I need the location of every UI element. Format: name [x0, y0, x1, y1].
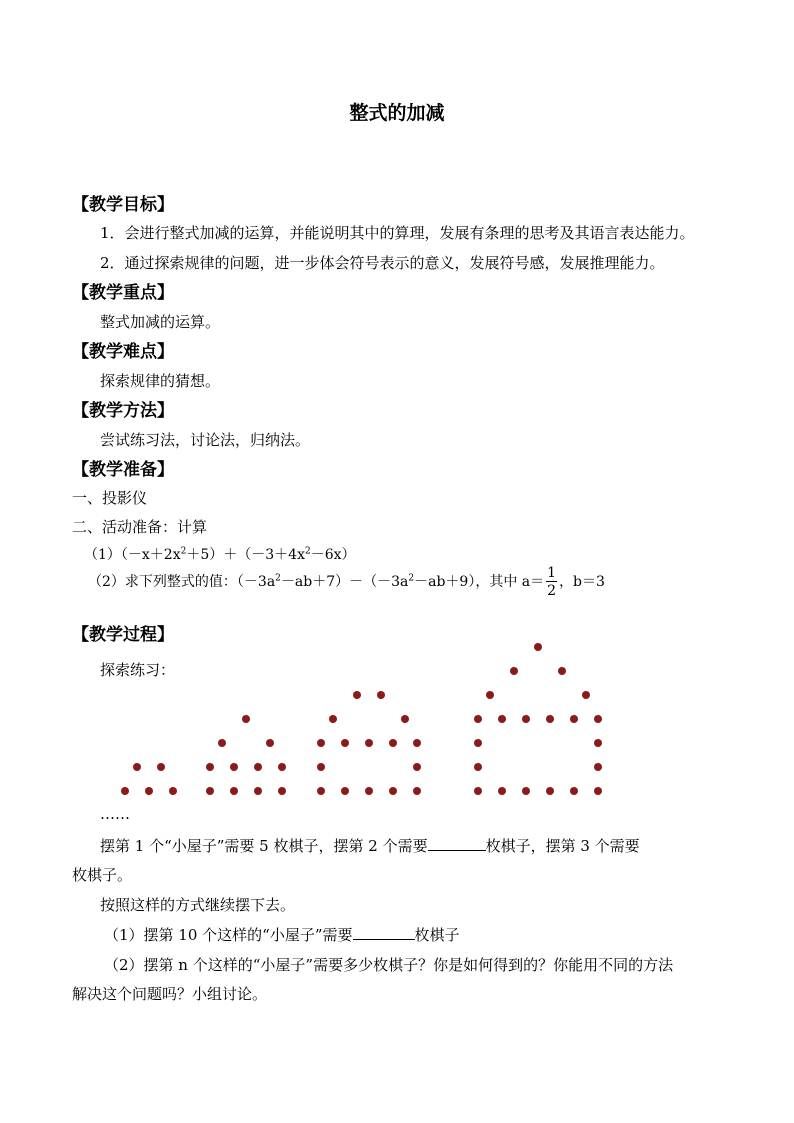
- chess-piece-dot: [546, 787, 554, 795]
- house-4: [474, 643, 602, 795]
- chess-piece-dot: [169, 787, 177, 795]
- methods-text: 尝试练习法，讨论法，归纳法。: [100, 431, 311, 449]
- chess-piece-dot: [266, 739, 274, 747]
- chess-piece-dot: [353, 691, 361, 699]
- chess-piece-dot: [317, 787, 325, 795]
- paragraph-2: 按照这样的方式继续摆下去。: [100, 896, 296, 914]
- chess-piece-dot: [474, 739, 482, 747]
- question-2-line-1: （2）摆第 n 个这样的“小屋子”需要多少枚棋子？你是如何得到的？你能用不同的方法: [104, 956, 674, 974]
- objective-item-2: 2．通过探索规律的问题，进一步体会符号表示的意义，发展符号感，发展推理能力。: [100, 254, 665, 272]
- chess-piece-dot: [474, 715, 482, 723]
- chess-piece-dot: [278, 763, 286, 771]
- chess-piece-dot: [218, 739, 226, 747]
- chess-piece-dot: [594, 715, 602, 723]
- chess-piece-dot: [498, 787, 506, 795]
- chess-piece-dot: [534, 643, 542, 651]
- key-points-heading: 【教学重点】: [72, 283, 174, 303]
- question-2-line-2: 解决这个问题吗？小组讨论。: [72, 985, 268, 1003]
- chess-piece-dot: [486, 691, 494, 699]
- chess-piece-dot: [317, 763, 325, 771]
- chess-piece-dot: [365, 739, 373, 747]
- chess-piece-dot: [570, 715, 578, 723]
- process-heading: 【教学过程】: [72, 625, 174, 645]
- calculation-2: （2）求下列整式的值：$(-3a^2-ab+7)-(-3a^2-ab+9)$，其中 a＝ $\frac{1}{2}$ ，b＝3: [88, 565, 605, 599]
- chess-piece-dot: [121, 787, 129, 795]
- chess-piece-dot: [242, 715, 250, 723]
- key-points-text: 整式加减的运算。: [100, 313, 221, 331]
- chess-piece-dot: [570, 787, 578, 795]
- question-1: （1）摆第 10 个这样的“小屋子”需要 枚棋子: [104, 926, 460, 944]
- methods-heading: 【教学方法】: [72, 401, 174, 421]
- chess-piece-dot: [341, 787, 349, 795]
- chess-piece-dot: [522, 715, 530, 723]
- chess-piece-dot: [522, 787, 530, 795]
- chess-piece-dot: [413, 739, 421, 747]
- paragraph-1-line-1: 摆第 1 个“小屋子”需要 5 枚棋子，摆第 2 个需要 枚棋子，摆第 3 个需要: [100, 837, 640, 855]
- chess-piece-dot: [377, 691, 385, 699]
- chess-piece-dot: [329, 715, 337, 723]
- difficulties-text: 探索规律的猜想。: [100, 372, 221, 390]
- chess-piece-dot: [594, 763, 602, 771]
- chess-piece-dot: [582, 691, 590, 699]
- chess-piece-dot: [341, 739, 349, 747]
- chess-piece-dot: [206, 763, 214, 771]
- chess-piece-dot: [413, 787, 421, 795]
- chess-piece-dot: [546, 715, 554, 723]
- chess-piece-dot: [474, 763, 482, 771]
- objective-item-1: 1．会进行整式加减的运算，并能说明其中的算理，发展有条理的思考及其语言表达能力。: [100, 224, 695, 242]
- calculation-1: $(1)(-x+2x^2+5)+(-3+4x^2-6x)$: [84, 546, 356, 563]
- answer-blank-2[interactable]: [428, 836, 486, 851]
- chess-piece-dot: [510, 667, 518, 675]
- chess-piece-dot: [278, 787, 286, 795]
- chess-piece-dot: [133, 763, 141, 771]
- chess-piece-dot: [594, 787, 602, 795]
- house-3: [317, 691, 421, 795]
- chess-piece-dot: [254, 787, 262, 795]
- ellipsis: ……: [100, 805, 130, 823]
- chess-piece-dot: [206, 787, 214, 795]
- chess-piece-dot: [317, 739, 325, 747]
- chess-piece-dot: [474, 787, 482, 795]
- house-1: [121, 763, 177, 795]
- chess-piece-dot: [498, 715, 506, 723]
- objectives-heading: 【教学目标】: [72, 195, 174, 215]
- difficulties-heading: 【教学难点】: [72, 342, 174, 362]
- chess-piece-dot: [230, 787, 238, 795]
- chess-piece-dot: [401, 715, 409, 723]
- fraction-one-half: $\frac{1}{2}$: [547, 565, 557, 599]
- explore-label: 探索练习：: [100, 661, 176, 679]
- chess-piece-dot: [157, 763, 165, 771]
- preparation-item-2: 二、活动准备：计算: [72, 518, 208, 536]
- chess-piece-dot: [254, 763, 262, 771]
- chess-piece-dot: [365, 787, 373, 795]
- preparation-item-1: 一、投影仪: [72, 489, 148, 507]
- preparation-heading: 【教学准备】: [72, 460, 174, 480]
- chess-piece-dot: [389, 787, 397, 795]
- paragraph-1-line-2: 枚棋子。: [72, 866, 133, 884]
- chess-piece-dot: [413, 763, 421, 771]
- chess-piece-dot: [389, 739, 397, 747]
- answer-blank-10[interactable]: [353, 925, 415, 940]
- chess-piece-dot: [145, 787, 153, 795]
- chess-piece-dot: [558, 667, 566, 675]
- document-title: 整式的加减: [349, 102, 445, 124]
- chess-piece-dot: [594, 739, 602, 747]
- house-2: [206, 715, 286, 795]
- chess-piece-dot: [230, 763, 238, 771]
